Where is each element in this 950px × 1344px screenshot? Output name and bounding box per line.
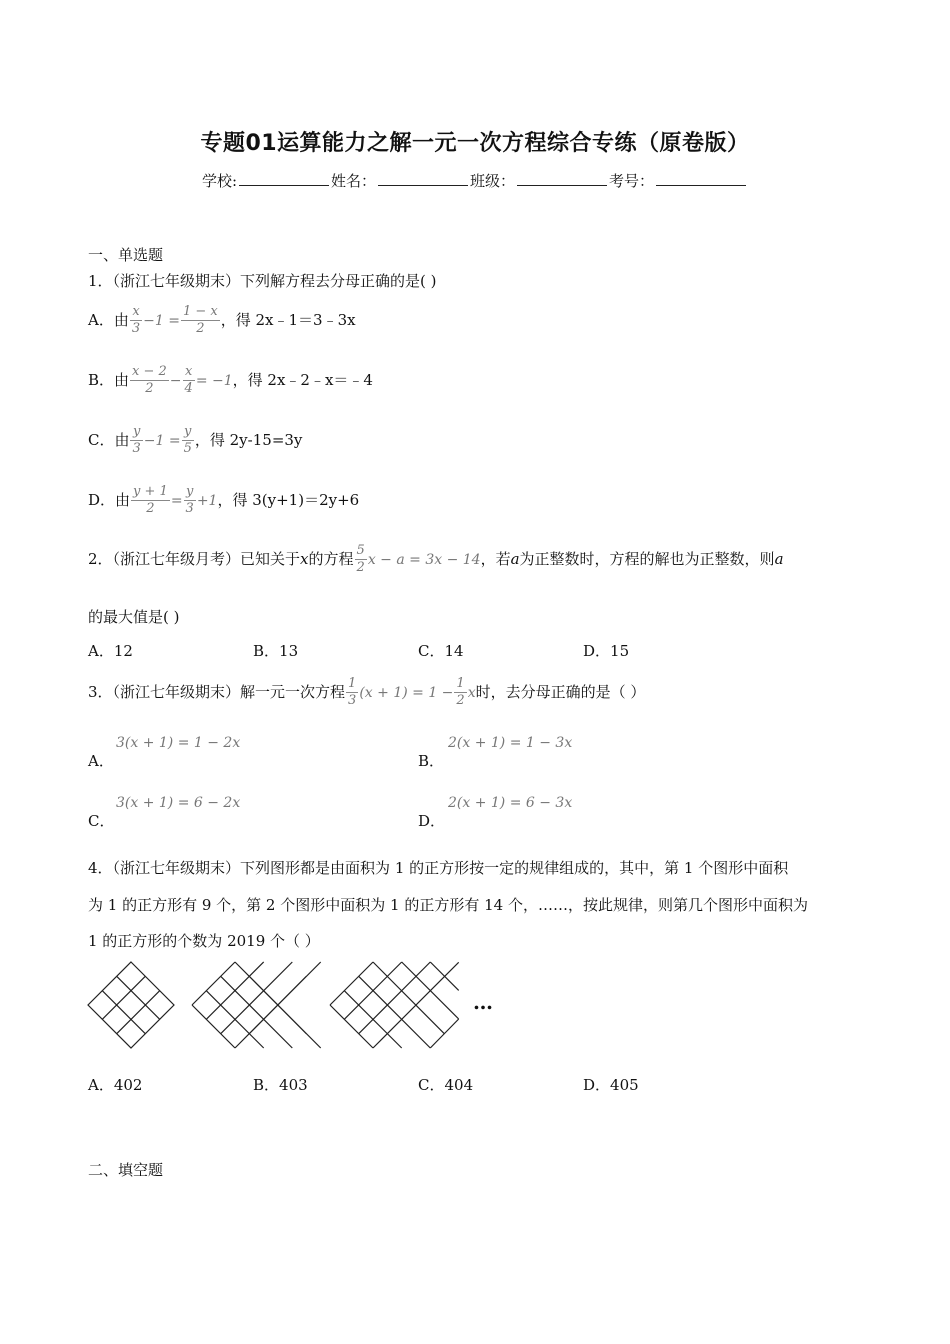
question-3-option-a-label[interactable]: A． — [88, 752, 114, 770]
question-3-option-b-label[interactable]: B． — [418, 752, 445, 770]
denominator: 2 — [196, 321, 205, 337]
question-3-option-d-equation: 2(x + 1) = 6 − 3x — [448, 795, 573, 811]
section-heading-single-choice: 一、单选题 — [88, 246, 164, 264]
math-text: − — [169, 372, 182, 389]
question-4-stem-line3: 1 的正方形的个数为 2019 个（ ） — [88, 932, 320, 950]
option-result: ，得 2x﹣1＝3﹣3x — [220, 310, 356, 329]
denominator: 2 — [146, 501, 155, 517]
numerator: x — [130, 304, 142, 321]
denominator: 3 — [131, 321, 141, 337]
figure-1-diamond-grid — [86, 960, 176, 1050]
fraction — [130, 364, 169, 398]
class-blank[interactable] — [517, 171, 607, 186]
fraction — [181, 304, 220, 338]
math-text: = −1 — [195, 372, 233, 389]
question-1-option-c[interactable] — [88, 424, 302, 458]
question-4-stem-line1: 4．（浙江七年级期末）下列图形都是由面积为 1 的正方形按一定的规律组成的，其中，第 1 个图形中面积 — [88, 859, 789, 877]
math-text: = — [170, 492, 183, 509]
question-1-option-d[interactable] — [88, 484, 359, 518]
question-1-stem: 1．（浙江七年级期末）下列解方程去分母正确的是( ) — [88, 272, 437, 290]
question-2-stem-line2: 的最大值是( ) — [88, 608, 180, 626]
figure-3-diamond-grid — [328, 960, 463, 1050]
option-result: ，得 3(y+1)＝2y+6 — [217, 490, 360, 509]
question-3-option-d-label[interactable]: D． — [418, 812, 446, 830]
denominator: 3 — [132, 441, 141, 457]
text: 2．（浙江七年级月考）已知关于 — [88, 549, 301, 568]
denominator: 5 — [183, 441, 192, 457]
numerator: 1 − x — [181, 304, 220, 321]
math-text: +1 — [196, 492, 218, 509]
text: 为正整数时，方程的解也为正整数，则 — [519, 549, 775, 568]
option-label: A．由 — [88, 310, 129, 329]
math-text: (x + 1) = 1 − — [359, 684, 454, 701]
page-title: 专题01运算能力之解一元一次方程综合专练（原卷版） — [200, 131, 750, 156]
fraction — [130, 304, 142, 338]
option-result: ，得 2x﹣2﹣x＝﹣4 — [232, 370, 373, 389]
denominator: 2 — [145, 381, 154, 397]
class-label: 班级： — [470, 172, 516, 190]
text: ，若 — [480, 549, 511, 568]
denominator: 2 — [356, 560, 365, 576]
question-4-option-b[interactable]: B．403 — [253, 1076, 308, 1094]
fraction — [355, 543, 367, 577]
fraction — [182, 424, 194, 458]
fraction — [346, 676, 358, 710]
math-text: −1 = — [143, 432, 181, 449]
exam-no-label: 考号： — [609, 172, 655, 190]
fraction — [183, 364, 195, 398]
grid-lines — [192, 962, 328, 1048]
school-blank[interactable] — [239, 171, 329, 186]
figures-ellipsis: … — [473, 990, 493, 1014]
question-2-option-d[interactable]: D．15 — [583, 642, 630, 660]
exam-no-blank[interactable] — [656, 171, 746, 186]
option-label: B．由 — [88, 370, 130, 389]
numerator: y — [130, 424, 142, 441]
fraction — [131, 484, 170, 518]
option-label: D．由 — [88, 490, 131, 509]
question-3-option-c-label[interactable]: C． — [88, 812, 115, 830]
grid-lines — [330, 962, 459, 1048]
question-1-option-a[interactable] — [88, 304, 356, 338]
fraction — [130, 424, 142, 458]
question-4-option-a[interactable]: A．402 — [88, 1076, 143, 1094]
question-2-stem — [88, 543, 784, 577]
text: 时，去分母正确的是（ ） — [475, 682, 646, 701]
question-2-option-c[interactable]: C．14 — [418, 642, 464, 660]
denominator: 2 — [456, 693, 465, 709]
equation: x − a = 3x − 14 — [367, 551, 481, 568]
math-text: −1 = — [143, 312, 180, 329]
text: 的方程 — [308, 549, 354, 568]
name-label: 姓名： — [331, 172, 377, 190]
question-3-option-c-equation: 3(x + 1) = 6 − 2x — [116, 795, 241, 811]
figure-2-diamond-grid — [190, 960, 330, 1050]
question-4-option-c[interactable]: C．404 — [418, 1076, 474, 1094]
numerator: 5 — [355, 543, 367, 560]
denominator: 3 — [185, 501, 194, 517]
math-text: x — [467, 684, 476, 701]
option-result: ，得 2y-15=3y — [194, 430, 303, 449]
question-4-option-d[interactable]: D．405 — [583, 1076, 639, 1094]
school-label: 学校: — [201, 172, 237, 190]
numerator: x — [183, 364, 195, 381]
question-2-option-b[interactable]: B．13 — [253, 642, 299, 660]
numerator: y — [182, 424, 194, 441]
question-3-option-b-equation: 2(x + 1) = 1 − 3x — [448, 735, 573, 751]
variable: a — [510, 549, 520, 568]
option-label: C．由 — [88, 430, 130, 449]
grid-lines — [88, 962, 174, 1048]
variable: x — [300, 549, 309, 568]
denominator: 4 — [184, 381, 193, 397]
numerator: x − 2 — [130, 364, 169, 381]
section-heading-fill-in: 二、填空题 — [88, 1161, 164, 1179]
numerator: 1 — [454, 676, 466, 693]
denominator: 3 — [348, 693, 357, 709]
numerator: y — [184, 484, 196, 501]
question-3-stem — [88, 676, 645, 710]
numerator: y + 1 — [131, 484, 170, 501]
numerator: 1 — [346, 676, 358, 693]
fraction — [454, 676, 466, 710]
name-blank[interactable] — [378, 171, 468, 186]
student-info-line — [0, 170, 950, 191]
fraction — [184, 484, 196, 518]
variable: a — [774, 549, 784, 568]
question-3-option-a-equation: 3(x + 1) = 1 − 2x — [116, 735, 241, 751]
question-2-option-a[interactable]: A．12 — [88, 642, 133, 660]
question-4-stem-line2: 为 1 的正方形有 9 个，第 2 个图形中面积为 1 的正方形有 14 个，……，按此规律，则第几个图形中面积为 — [88, 896, 808, 914]
text: 3．（浙江七年级期末）解一元一次方程 — [88, 682, 346, 701]
question-1-option-b[interactable] — [88, 364, 373, 398]
